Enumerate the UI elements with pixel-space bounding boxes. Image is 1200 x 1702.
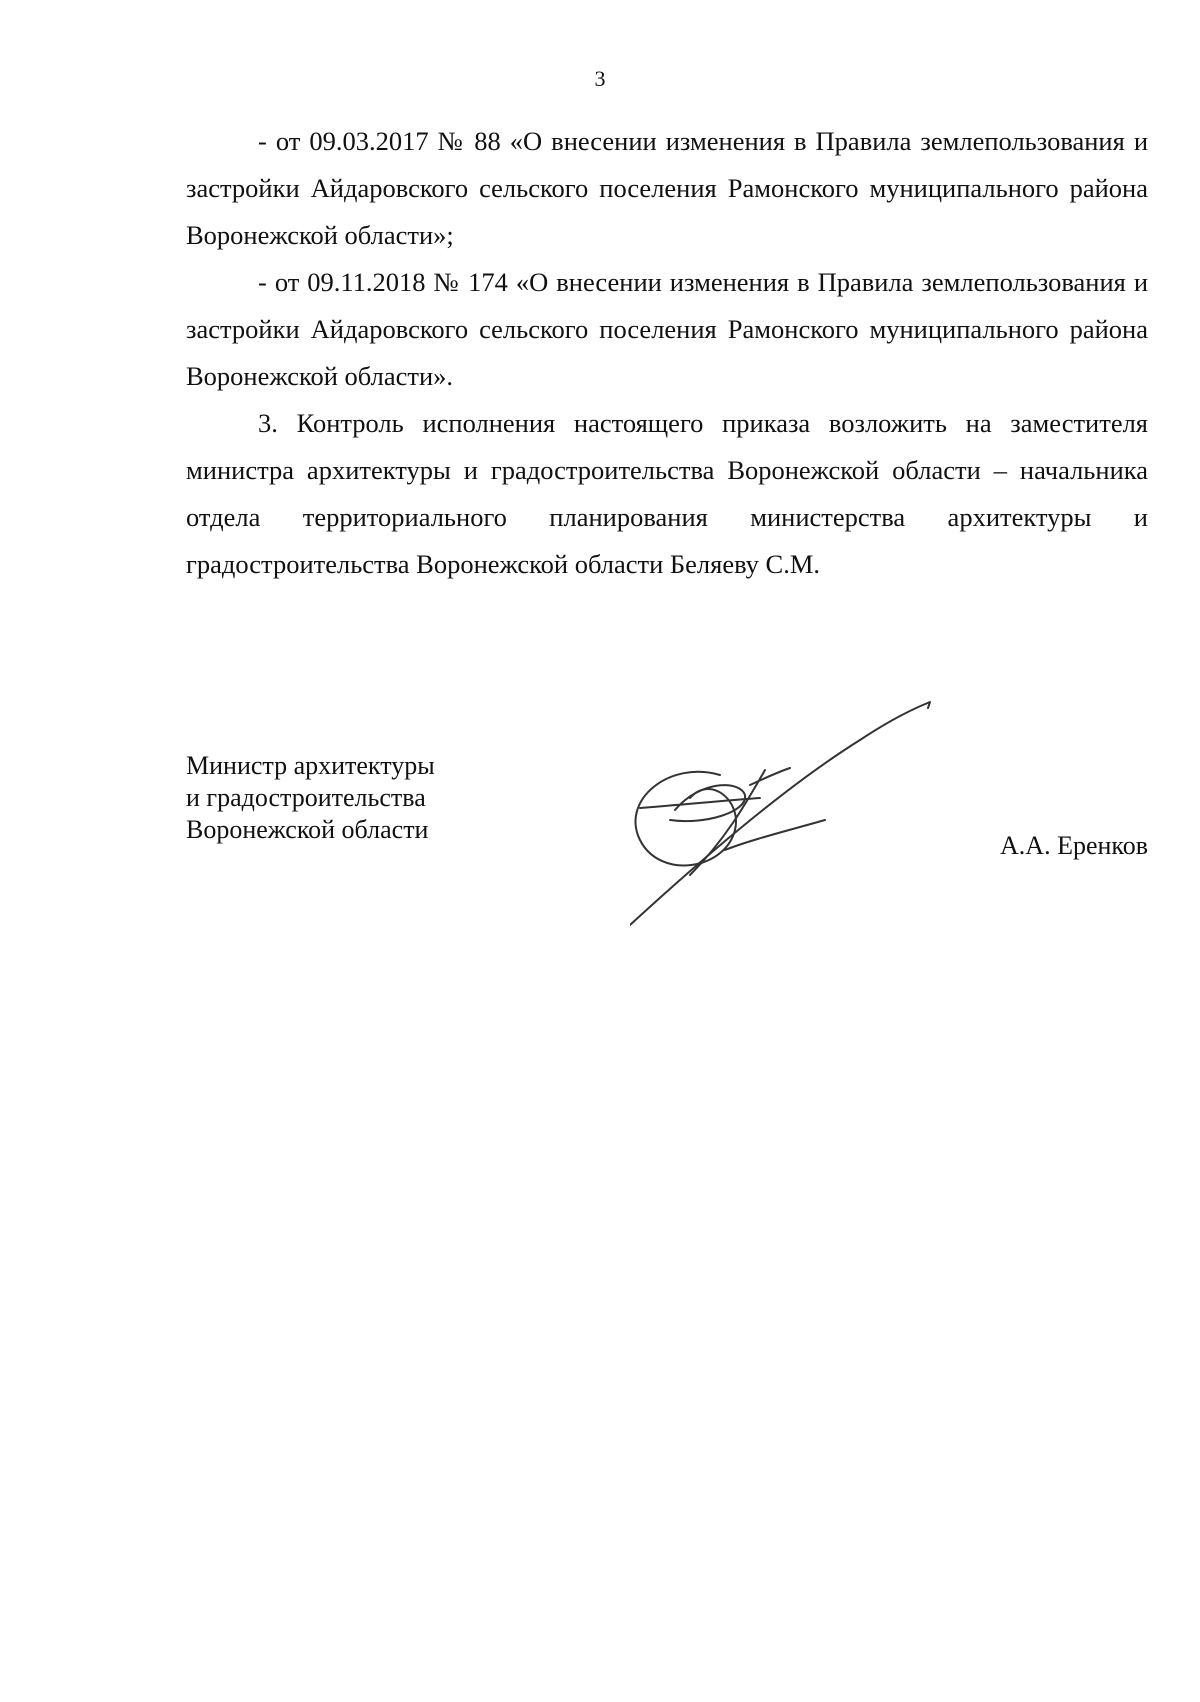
signatory-name: А.А. Еренков	[1000, 831, 1148, 860]
signatory-title	[186, 750, 435, 846]
signature-stroke	[630, 702, 930, 925]
page-number: 3	[594, 66, 606, 91]
signatory-title-line: и градостроительства	[186, 783, 426, 812]
paragraph-control-clause: 3. Контроль исполнения настоящего приказа возложить на заместителя министра архитектуры и градостроительства Воронежской области – начальника отдела территориального планирования министерства архитектуры и градостроительства Воронежской области Беляеву С.М.	[186, 408, 1148, 579]
handwritten-signature	[630, 680, 1010, 940]
signatory-title-line: Министр архитектуры	[186, 751, 435, 780]
signatory-title-line: Воронежской области	[186, 815, 429, 844]
paragraph-amendment-2017: - от 09.03.2017 № 88 «О внесении изменения в Правила землепользования и застройки Айдаровского сельского поселения Рамонского муниципального района Воронежской области»;	[186, 126, 1148, 250]
paragraph-amendment-2018: - от 09.11.2018 № 174 «О внесении изменения в Правила землепользования и застройки Айдаровского сельского поселения Рамонского муниципального района Воронежской области».	[186, 267, 1148, 391]
signature-stroke	[725, 820, 825, 850]
signature-stroke	[750, 768, 790, 785]
document-body	[186, 118, 1148, 588]
